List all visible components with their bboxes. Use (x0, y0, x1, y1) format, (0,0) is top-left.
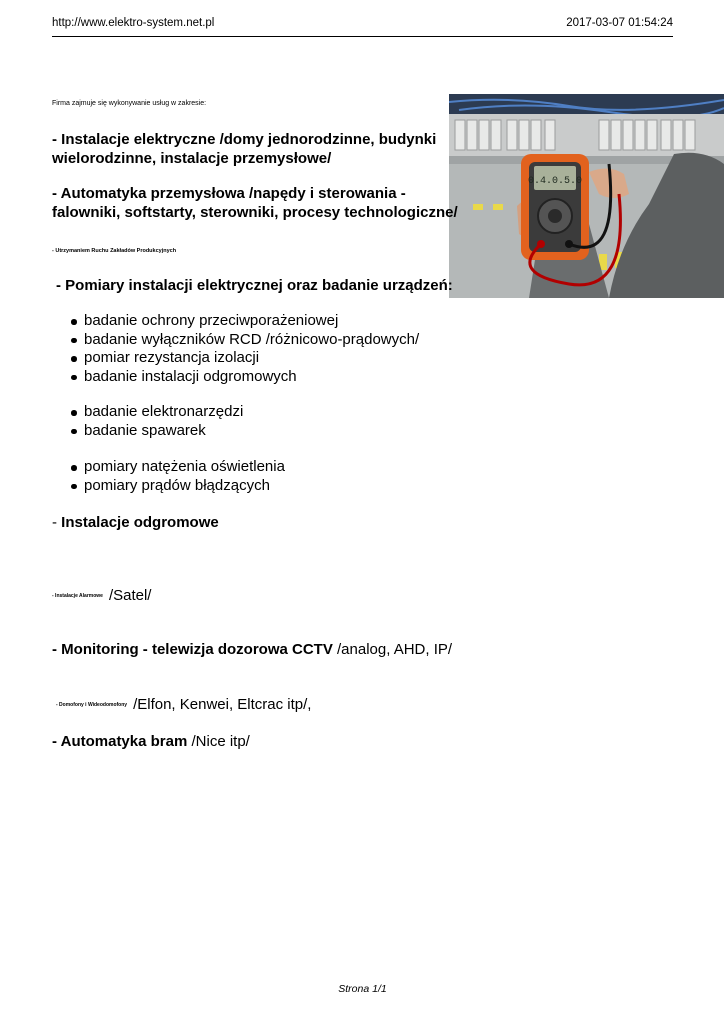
list-item: badanie spawarek (66, 422, 243, 441)
alarm-brand: /Satel/ (108, 587, 152, 604)
heading-measurements: - Pomiary instalacji elektrycznej oraz badanie urządzeń: (56, 277, 453, 294)
multimeter-photo (449, 94, 724, 298)
measurement-list-2 (66, 403, 243, 440)
gate-label: - Automatyka bram (52, 733, 188, 750)
electrician-multimeter-image (449, 94, 724, 298)
intro-text: Firma zajmuje się wykonywanie usług w zakresie: (52, 100, 207, 107)
list-item: pomiary prądów błądzących (66, 477, 285, 496)
list-item: pomiary natężenia oświetlenia (66, 458, 285, 477)
list-item: badanie elektronarzędzi (66, 403, 243, 422)
list-item: pomiar rezystancja izolacji (66, 349, 419, 368)
list-item: badanie instalacji odgromowych (66, 368, 419, 387)
site-url[interactable]: http://www.elektro-system.net.pl (52, 17, 215, 29)
heading-industrial-automation: - Automatyka przemysłowa /napędy i sterowania - falowniki, softstarty, sterowniki, procesy technologiczne/ (52, 185, 458, 221)
measurement-list-3 (66, 458, 285, 495)
page-number: Strona 1/1 (338, 983, 387, 995)
cctv-detail: /analog, AHD, IP/ (332, 641, 453, 658)
intercom-brands: /Elfon, Kenwei, Eltcrac itp/, (133, 696, 312, 713)
gate-automation-line (52, 732, 250, 751)
intercom-line (56, 695, 311, 715)
heading-electrical-installations: - Instalacje elektryczne /domy jednorodzinne, budynki wielorodzinne, instalacje przemysłowe/ (52, 131, 437, 167)
cctv-label: - Monitoring - telewizja dozorowa CCTV (52, 641, 333, 658)
maintenance-note: - Utrzymaniem Ruchu Zakładów Produkcyjnych (52, 248, 177, 254)
cctv-line (52, 640, 452, 659)
print-datetime: 2017-03-07 01:54:24 (566, 17, 673, 29)
alarm-line (52, 586, 151, 606)
lightning-protection-line (52, 513, 219, 532)
list-item: badanie ochrony przeciwporażeniowej (66, 312, 419, 331)
lightning-label: Instalacje odgromowe (61, 514, 219, 531)
page-header (52, 16, 673, 37)
list-item: badanie wyłączników RCD /różnicowo-prądowych/ (66, 331, 419, 350)
gate-detail: /Nice itp/ (187, 733, 250, 750)
intercom-label: - Domofony i Wideodomofony (56, 701, 128, 708)
alarm-label: - Instalacje Alarmowe (52, 592, 103, 599)
measurement-list-1 (66, 312, 419, 386)
multimeter-display: 0.4.0.5.0 (527, 176, 583, 187)
lightning-prefix: - (52, 514, 62, 531)
